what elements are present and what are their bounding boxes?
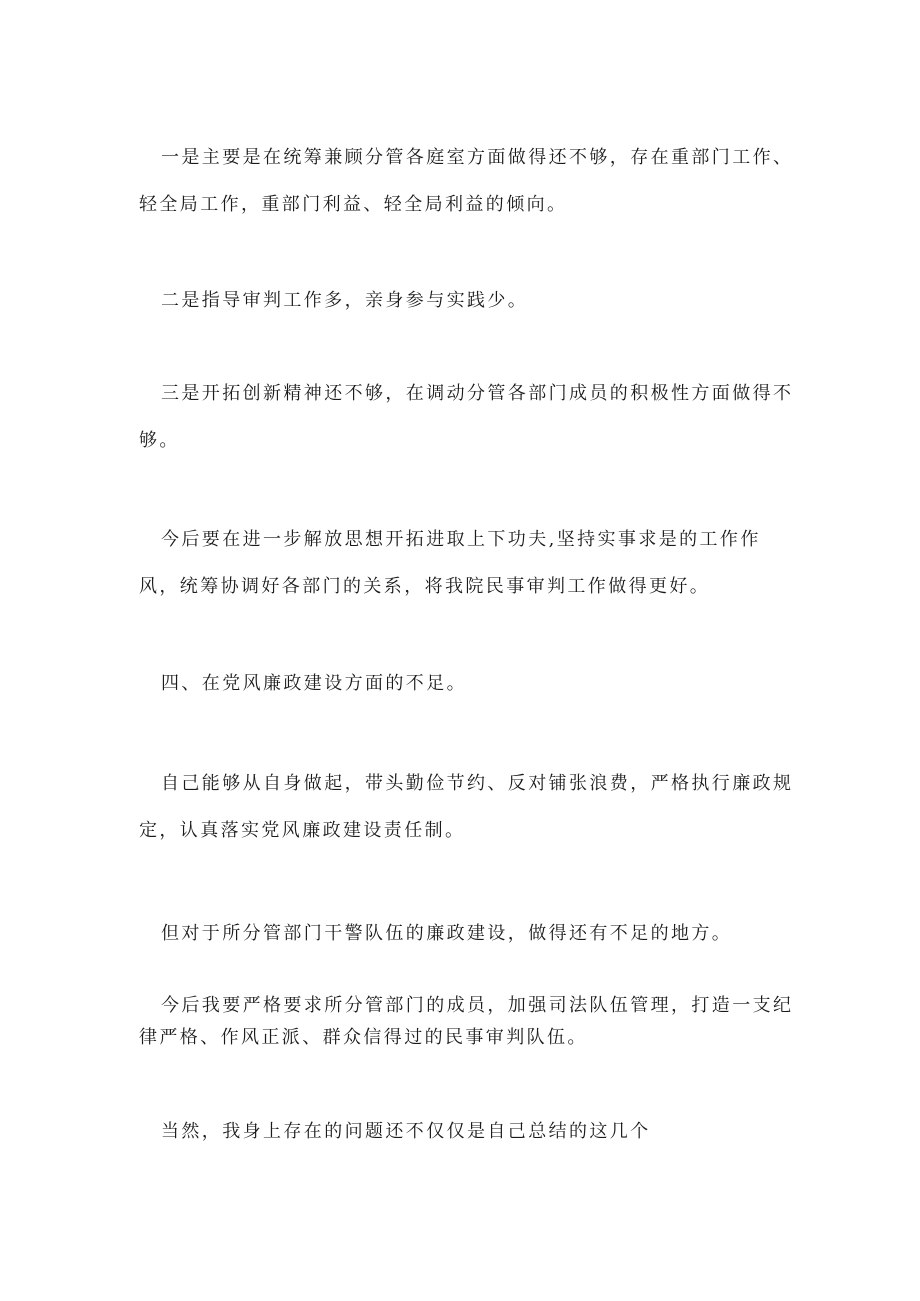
- paragraph-8: 今后我要严格要求所分管部门的成员，加强司法队伍管理，打造一支纪律严格、作风正派、群众信得过的民事审判队伍。: [139, 995, 794, 1048]
- paragraph-7: 但对于所分管部门干警队伍的廉政建设，做得还有不足的地方。: [161, 923, 733, 944]
- paragraph-9: 当然，我身上存在的问题还不仅仅是自己总结的这几个: [161, 1121, 651, 1142]
- paragraph-3: 三是开拓创新精神还不够，在调动分管各部门成员的积极性方面做得不够。: [139, 383, 794, 451]
- paragraph-6: 自己能够从自身做起，带头勤俭节约、反对铺张浪费，严格执行廉政规定，认真落实党风廉政建设责任制。: [139, 773, 794, 841]
- paragraph-2: 二是指导审判工作多，亲身参与实践少。: [161, 290, 529, 311]
- paragraph-1: 一是主要是在统筹兼顾分管各庭室方面做得还不够，存在重部门工作、轻全局工作，重部门利益、轻全局利益的倾向。: [139, 147, 794, 215]
- section-heading-4: 四、在党风廉政建设方面的不足。: [161, 673, 467, 694]
- paragraph-4: 今后要在进一步解放思想开拓进取上下功夫,坚持实事求是的工作作风，统筹协调好各部门的关系，将我院民事审判工作做得更好。: [139, 529, 761, 597]
